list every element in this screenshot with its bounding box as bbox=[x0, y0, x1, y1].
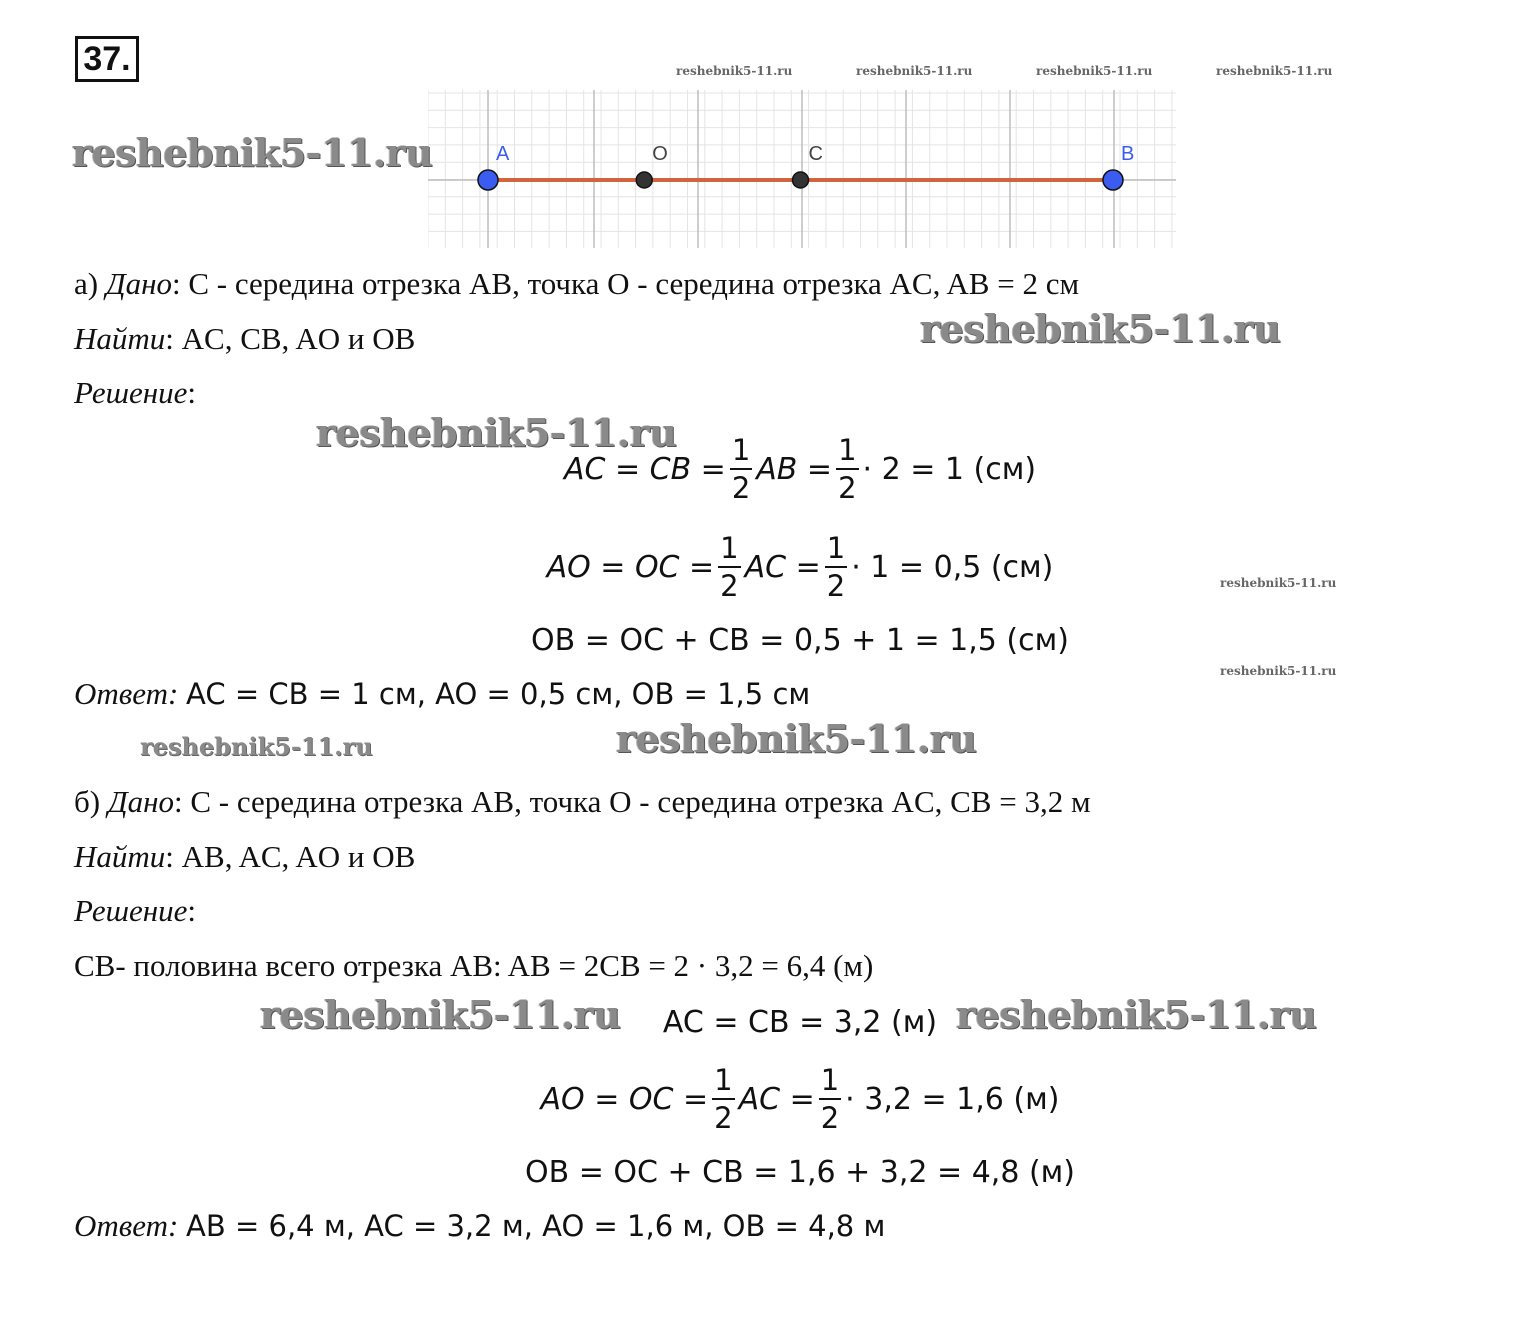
find-text: : AC, CB, AO и OB bbox=[165, 321, 416, 356]
given-text: : C - середина отрезка AB, точка O - середина отрезка AC, AB = 2 см bbox=[171, 266, 1080, 301]
watermark-large: reshebnik5-11.ru bbox=[316, 410, 677, 455]
fraction-half: $\frac{1}{2}$ bbox=[838, 433, 857, 505]
eq-text: OB = OC + CB = 0,5 + 1 = 1,5 (см) bbox=[531, 622, 1069, 658]
solution-label: Решение bbox=[74, 375, 188, 410]
watermark-medium: reshebnik5-11.ru bbox=[140, 732, 373, 761]
watermark-large: reshebnik5-11.ru bbox=[260, 992, 621, 1037]
watermark-small: reshebnik5-11.ru bbox=[1220, 664, 1337, 678]
part-a-find bbox=[74, 320, 415, 358]
eq-right: · 1 = 0,5 (см) bbox=[851, 549, 1054, 585]
problem-number: 37. bbox=[75, 36, 139, 82]
given-label: Дано bbox=[105, 266, 172, 301]
eq-text: AC = CB = 3,2 (м) bbox=[662, 1004, 938, 1040]
eq-text: OB = OC + CB = 1,6 + 3,2 = 4,8 (м) bbox=[524, 1154, 1076, 1190]
eq-left: AO = OC = bbox=[540, 1081, 709, 1117]
part-b-label: б) bbox=[74, 784, 101, 819]
part-a-label: а) bbox=[74, 266, 99, 301]
watermark-large: reshebnik5-11.ru bbox=[616, 716, 977, 761]
point-a bbox=[478, 170, 498, 190]
answer-label: Ответ: bbox=[74, 676, 179, 711]
part-a-answer bbox=[74, 675, 810, 713]
given-label: Дано bbox=[107, 784, 174, 819]
fraction-half: $\frac{1}{2}$ bbox=[720, 531, 739, 603]
watermark-large: reshebnik5-11.ru bbox=[72, 130, 433, 175]
step-text: CB- половина всего отрезка AB: AB = 2CB = 2 · 3,2 = 6,4 (м) bbox=[74, 948, 874, 983]
find-label: Найти bbox=[74, 839, 166, 874]
part-a-equation-1 bbox=[400, 424, 1200, 514]
part-b-equation-1 bbox=[400, 1000, 1200, 1044]
point-label-b: B bbox=[1121, 143, 1135, 165]
eq-mid: AB = bbox=[756, 451, 833, 487]
watermark-small: reshebnik5-11.ru bbox=[676, 64, 793, 78]
segment-diagram bbox=[428, 90, 1176, 248]
part-a-equation-3 bbox=[400, 618, 1200, 662]
watermark-small: reshebnik5-11.ru bbox=[1036, 64, 1153, 78]
eq-right: · 3,2 = 1,6 (м) bbox=[845, 1081, 1060, 1117]
eq-right: · 2 = 1 (см) bbox=[862, 451, 1037, 487]
find-text: : AB, AC, AO и OB bbox=[165, 839, 416, 874]
part-b-answer bbox=[74, 1207, 885, 1245]
part-b-find bbox=[74, 838, 415, 876]
point-label-a: A bbox=[496, 143, 510, 165]
given-text: : C - середина отрезка AB, точка O - середина отрезка AC, CB = 3,2 м bbox=[173, 784, 1091, 819]
point-label-o: O bbox=[652, 143, 668, 165]
answer-text: AB = 6,4 м, AC = 3,2 м, AO = 1,6 м, OB = 4,8 м bbox=[186, 1209, 886, 1243]
find-label: Найти bbox=[74, 321, 166, 356]
fraction-half: $\frac{1}{2}$ bbox=[826, 531, 846, 603]
eq-mid: AC = bbox=[738, 1081, 815, 1117]
eq-left: AO = OC = bbox=[546, 549, 715, 585]
eq-mid: AC = bbox=[744, 549, 821, 585]
point-o bbox=[636, 172, 652, 188]
part-a-equation-2 bbox=[400, 522, 1200, 612]
part-a-solution-heading: Решение: bbox=[74, 375, 196, 410]
point-b bbox=[1103, 170, 1123, 190]
part-a-given bbox=[74, 265, 1079, 303]
part-b-solution-heading: Решение: bbox=[74, 893, 196, 928]
watermark-small: reshebnik5-11.ru bbox=[1216, 64, 1333, 78]
watermark-small: reshebnik5-11.ru bbox=[1220, 576, 1337, 590]
part-b-equation-3 bbox=[400, 1150, 1200, 1194]
fraction-half: $\frac{1}{2}$ bbox=[731, 433, 751, 505]
watermark-small: reshebnik5-11.ru bbox=[856, 64, 973, 78]
answer-label: Ответ: bbox=[74, 1208, 179, 1243]
watermark-large: reshebnik5-11.ru bbox=[920, 306, 1281, 351]
eq-left: AC = CB = bbox=[563, 451, 726, 487]
fraction-half: $\frac{1}{2}$ bbox=[714, 1063, 733, 1135]
point-c bbox=[793, 172, 809, 188]
part-b-step-1 bbox=[74, 947, 873, 985]
part-b-equation-2 bbox=[400, 1054, 1200, 1144]
fraction-half: $\frac{1}{2}$ bbox=[820, 1063, 840, 1135]
answer-text: AC = CB = 1 см, AO = 0,5 см, OB = 1,5 см bbox=[186, 677, 811, 711]
part-b-given bbox=[74, 783, 1091, 821]
solution-label: Решение bbox=[74, 893, 188, 928]
point-label-c: C bbox=[808, 143, 823, 165]
watermark-large: reshebnik5-11.ru bbox=[956, 992, 1317, 1037]
